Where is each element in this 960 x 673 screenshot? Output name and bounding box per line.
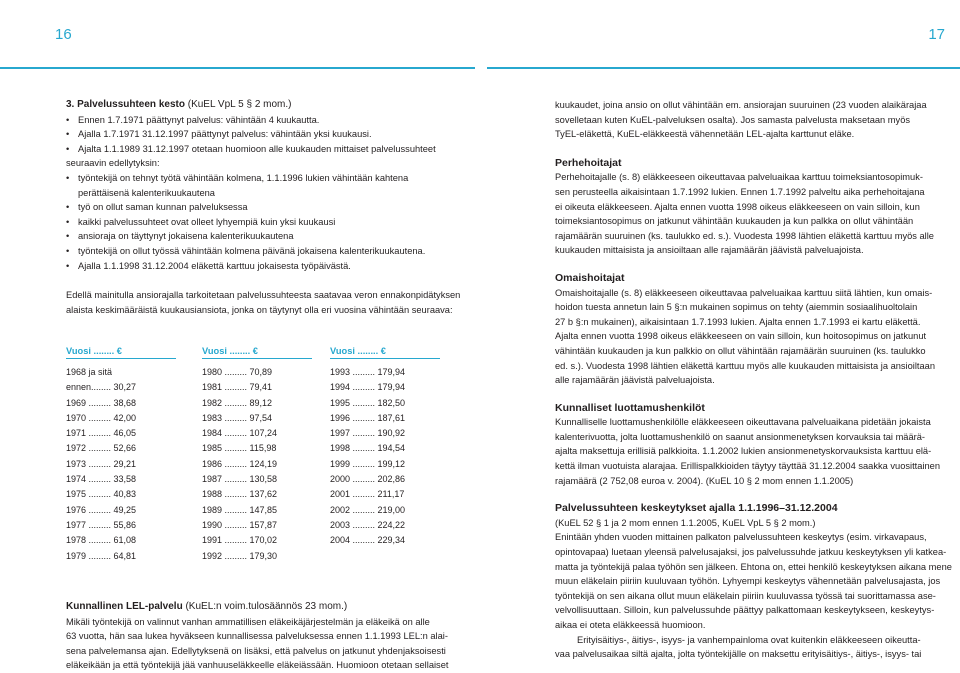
year-row: 1990 ......... 157,87 [202, 519, 278, 530]
paragraph-line: rajamäärän suuruinen (ks. taulukko ed. s.). Vuodesta 1998 lähtien eläkettä karttuu myös alle [555, 230, 934, 241]
keskeytykset-reference: (KuEL 52 § 1 ja 2 mom ennen 1.1.2005, KuEL VpL 5 § 2 mom.) [555, 517, 816, 528]
paragraph-line: ed. s.). Vuodesta 1998 lähtien eläkettä karttuu myös alle kuukauden mittaisista ja ansioiltaan [555, 360, 936, 371]
paragraph-line: kalenterivuotta, jolta luottamushenkilö on saanut ansionmenetyksen korvauksia tai määrä- [555, 431, 926, 442]
keskeytykset-heading: Palvelussuhteen keskeytykset ajalla 1.1.1996–31.12.2004 [555, 502, 838, 515]
year-column-header: Vuosi ........ € [330, 346, 440, 359]
paragraph-line: velvollisuuttaan. Silloin, kun palvelussuhde päättyy palkattomaan keskeytykseen, keskeytys- [555, 605, 935, 616]
year-row: 1983 ......... 97,54 [202, 412, 273, 423]
year-row: 1973 ......... 29,21 [66, 458, 137, 469]
year-row: 1986 ......... 124,19 [202, 458, 278, 469]
year-row: 1969 ......... 38,68 [66, 397, 137, 408]
list-item: • Ajalla 1.7.1971 31.12.1997 päättynyt palvelus: vähintään yksi kuukausi. [66, 127, 461, 142]
paragraph-line: alaista keskimääräistä kuukausiansiota, jonka on täytynyt olla eri vuosina vähintään seuraava: [66, 304, 453, 315]
paragraph-line: Ajalta ennen vuotta 1998 oikeus eläkkeeseen on vain silloin, kun hoitosopimus on jatkunut [555, 331, 927, 342]
year-row: 1978 ......... 61,08 [66, 535, 137, 546]
page-number-left: 16 [55, 26, 72, 43]
paragraph-line: TyEL-eläkettä, KuEL-eläkkeestä vähennetään LEL-ajalta karttunut eläke. [555, 129, 855, 140]
year-row: 1971 ......... 46,05 [66, 428, 137, 439]
paragraph-line: eläkeikään ja että työntekijä jää vanhuuseläkkeelle eläkeiässään. Huomioon otetaan sellaiset [66, 660, 449, 671]
omaishoitajat-heading: Omaishoitajat [555, 271, 625, 284]
year-column [330, 346, 440, 549]
year-row: 1968 ja sitä [66, 367, 113, 377]
paragraph-line: kettä ilman vuotuista alarajaa. Erillispalkkioiden täytyy täyttää 31.12.2004 saakka vuosittainen [555, 461, 941, 472]
year-row: 2001 ......... 211,17 [330, 489, 405, 500]
sub-list-item-continuation: perättäisenä kalenterikuukautena [78, 187, 215, 198]
year-row: 1974 ......... 33,58 [66, 474, 137, 485]
paragraph-line: sovelletaan kuten KuEL-palveluksen osalta). Jos samasta palvelusta maksetaan myös [555, 114, 911, 125]
year-row: 1994 ......... 179,94 [330, 382, 406, 393]
year-row: 1977 ......... 55,86 [66, 519, 137, 530]
sub-list-item: • ansioraja on täyttynyt jokaisena kalenterikuukautena [66, 229, 461, 244]
year-column-header: Vuosi ........ € [202, 346, 312, 359]
year-row: 1981 ......... 79,41 [202, 382, 273, 393]
lel-heading: Kunnallinen LEL-palvelu (KuEL:n voim.tulosäännös 23 mom.) [66, 601, 348, 612]
year-row: 1998 ......... 194,54 [330, 443, 406, 454]
paragraph-line: vähintään kuukauden ja kun palkkio on ollut vähintään rajamäärän suuruinen (ks. taulukko [555, 345, 926, 356]
paragraph-line: Edellä mainitulla ansiorajalla tarkoitetaan palvelussuhteesta saatavaa veron ennakonpidätyksen [66, 290, 461, 301]
sub-list-item: • työ on ollut saman kunnan palveluksessa [66, 200, 461, 215]
paragraph-line: Enintään yhden vuoden mittainen palkaton palvelussuhteen keskeytys (esim. virkavapaus, [555, 532, 927, 543]
paragraph-line: Perhehoitajalle (s. 8) eläkkeeseen oikeuttavaa palveluaikaa karttuu toimeksiantosopimuk- [555, 172, 923, 183]
year-row: 1991 ......... 170,02 [202, 535, 278, 546]
list-item: • Ajalla 1.1.1998 31.12.2004 eläkettä karttuu jokaisesta työpäivästä. [66, 259, 461, 274]
year-row: ennen........ 30,27 [66, 382, 137, 393]
paragraph-line: 63 vuotta, hän saa lukea hyväkseen kunnallisessa palveluksessa ennen 1.1.1993 LEL:n alai- [66, 631, 448, 642]
paragraph-line: hoidon tuesta annetun lain 5 §:n mukainen sopimus on tehty (aiemmin sosiaalihuoltolain [555, 302, 918, 313]
year-column-header: Vuosi ........ € [66, 346, 176, 359]
paragraph-line: Kunnalliselle luottamushenkilölle eläkkeeseen oikeuttavana palveluaikana pidetään jokaista [555, 417, 931, 428]
year-row: 1972 ......... 52,66 [66, 443, 137, 454]
year-row: 1993 ......... 179,94 [330, 367, 406, 377]
lel-section [66, 600, 461, 673]
paragraph-line: kuukauden mittaisista ja ansioiltaan alle rajamäärän jäävistä palveluajoista. [555, 245, 864, 256]
year-row: 1988 ......... 137,62 [202, 489, 278, 500]
paragraph-line: toimeksiantosopimus on jatkunut vähintään kuukauden ja kun palkka on ollut vähintään [555, 216, 914, 227]
paragraph-line: muun eläkelain piiriin kuuluvaan työhön. Lyhyempi keskeytys vähennetään palvelusajasta, jos [555, 576, 941, 587]
year-row: 1997 ......... 190,92 [330, 428, 406, 439]
year-column [66, 346, 176, 564]
year-row: 1989 ......... 147,85 [202, 504, 278, 515]
year-row: 1979 ......... 64,81 [66, 550, 137, 561]
paragraph-line: 27 b §:n mukainen), aikaisintaan 1.7.1993 lukien. Ajalta ennen 1.7.1993 ei kartu eläkettä. [555, 316, 921, 327]
paragraph-line: sen perusteella aikaisintaan 1.7.1992 lukien. Ennen 1.7.1992 palveltu aika perhehoitajana [555, 186, 925, 197]
year-row: 1996 ......... 187,61 [330, 412, 406, 423]
right-column [555, 98, 952, 662]
year-column [202, 346, 312, 564]
paragraph-line: sena palvelemansa ajan. Edellytyksenä on lisäksi, että palvelus on jatkunut yhdenjaksoisesti [66, 645, 446, 656]
year-row: 1995 ......... 182,50 [330, 397, 406, 408]
paragraph-line: alle rajamäärän jäävistä palveluajoista. [555, 375, 715, 386]
luottamushenkilot-heading: Kunnalliset luottamushenkilöt [555, 401, 705, 414]
year-row: 2004 ......... 229,34 [330, 535, 406, 546]
paragraph-line: ajalta maksettuja erillisiä palkkioita. 1.1.2002 lukien ansionmenetyskorvauksista karttuu elä- [555, 446, 932, 457]
paragraph-line: rajamäärä (2 752,08 euroa v. 2004). (KuEL 10 § 2 mom ennen 1.1.2005) [555, 475, 854, 486]
year-row: 1975 ......... 40,83 [66, 489, 137, 500]
paragraph-line: aikaa ei oteta eläkkeessä huomioon. [555, 620, 706, 630]
year-row: 2000 ......... 202,86 [330, 474, 406, 485]
header-rule-right [487, 67, 960, 69]
paragraph-line: kuukaudet, joina ansio on ollut vähintään em. ansiorajan suuruinen (23 vuoden alaikärajaa [555, 100, 927, 110]
paragraph-line: Omaishoitajalle (s. 8) eläkkeeseen oikeuttavaa palveluaikaa karttuu siitä lähtien, kun omais- [555, 287, 933, 298]
paragraph-line: opintovapaa) luetaan yleensä palvelusajaksi, jos palvelussuhde jatkuu keskeytyksen yli katkea- [555, 547, 947, 558]
section-3-heading: 3. Palvelussuhteen kesto (KuEL VpL 5 § 2 mom.) [66, 99, 292, 110]
list-item-continuation: seuraavin edellytyksin: [66, 158, 160, 169]
year-row: 1976 ......... 49,25 [66, 504, 137, 515]
year-row: 1992 ......... 179,30 [202, 550, 278, 561]
year-row: 1985 ......... 115,98 [202, 443, 277, 454]
year-row: 1984 ......... 107,24 [202, 428, 278, 439]
list-item: • Ajalta 1.1.1989 31.12.1997 otetaan huomioon alle kuukauden mittaiset palvelussuhteet [66, 142, 461, 157]
page-number-right: 17 [928, 26, 945, 43]
year-row: 1980 ......... 70,89 [202, 367, 273, 377]
paragraph-line: matta ja työntekijä palaa työhön sen jälkeen. Ehtona on, ettei henkilö keskeytyksen aikana mene [555, 561, 952, 572]
paragraph-line: Erityisäitiys-, äitiys-, isyys- ja vanhempainloma ovat kuitenkin eläkkeeseen oikeutta- [577, 634, 921, 645]
year-row: 2002 ......... 219,00 [330, 504, 406, 515]
left-column [66, 98, 461, 317]
year-row: 1987 ......... 130,58 [202, 474, 278, 485]
list-item: • Ennen 1.7.1971 päättynyt palvelus: vähintään 4 kuukautta. [66, 113, 461, 128]
sub-list-item: • työntekijä on tehnyt työtä vähintään kolmena, 1.1.1996 lukien vähintään kahtena [66, 171, 461, 186]
paragraph-line: ei oikeuta eläkkeeseen. Ajalta ennen vuotta 1998 oikeus eläkkeeseen on vain silloin, kun [555, 201, 920, 212]
year-row: 1970 ......... 42,00 [66, 412, 137, 423]
sub-list-item: • kaikki palvelussuhteet ovat olleet lyhyempiä kuin yksi kuukausi [66, 215, 461, 230]
paragraph-line: Mikäli työntekijä on valinnut vanhan ammatillisen eläkeikäjärjestelmän ja eläkeikä on alle [66, 616, 430, 627]
paragraph-line: työntekijä on sen aikana ollut muun eläkelain piiriin kuuluvassa työssä tai suorittamassa ase- [555, 590, 936, 601]
header-rule-left [0, 67, 475, 69]
paragraph-line: vaa palvelusaikaa siltä ajalta, jolta työntekijälle on maksettu erityisäitiys-, äitiys-, isyys- tai [555, 649, 922, 660]
perhehoitajat-heading: Perhehoitajat [555, 156, 622, 169]
year-row: 2003 ......... 224,22 [330, 519, 406, 530]
year-row: 1982 ......... 89,12 [202, 397, 273, 408]
sub-list-item: • työntekijä on ollut työssä vähintään kolmena päivänä jokaisena kalenterikuukautena. [66, 244, 461, 259]
year-row: 1999 ......... 199,12 [330, 458, 406, 469]
